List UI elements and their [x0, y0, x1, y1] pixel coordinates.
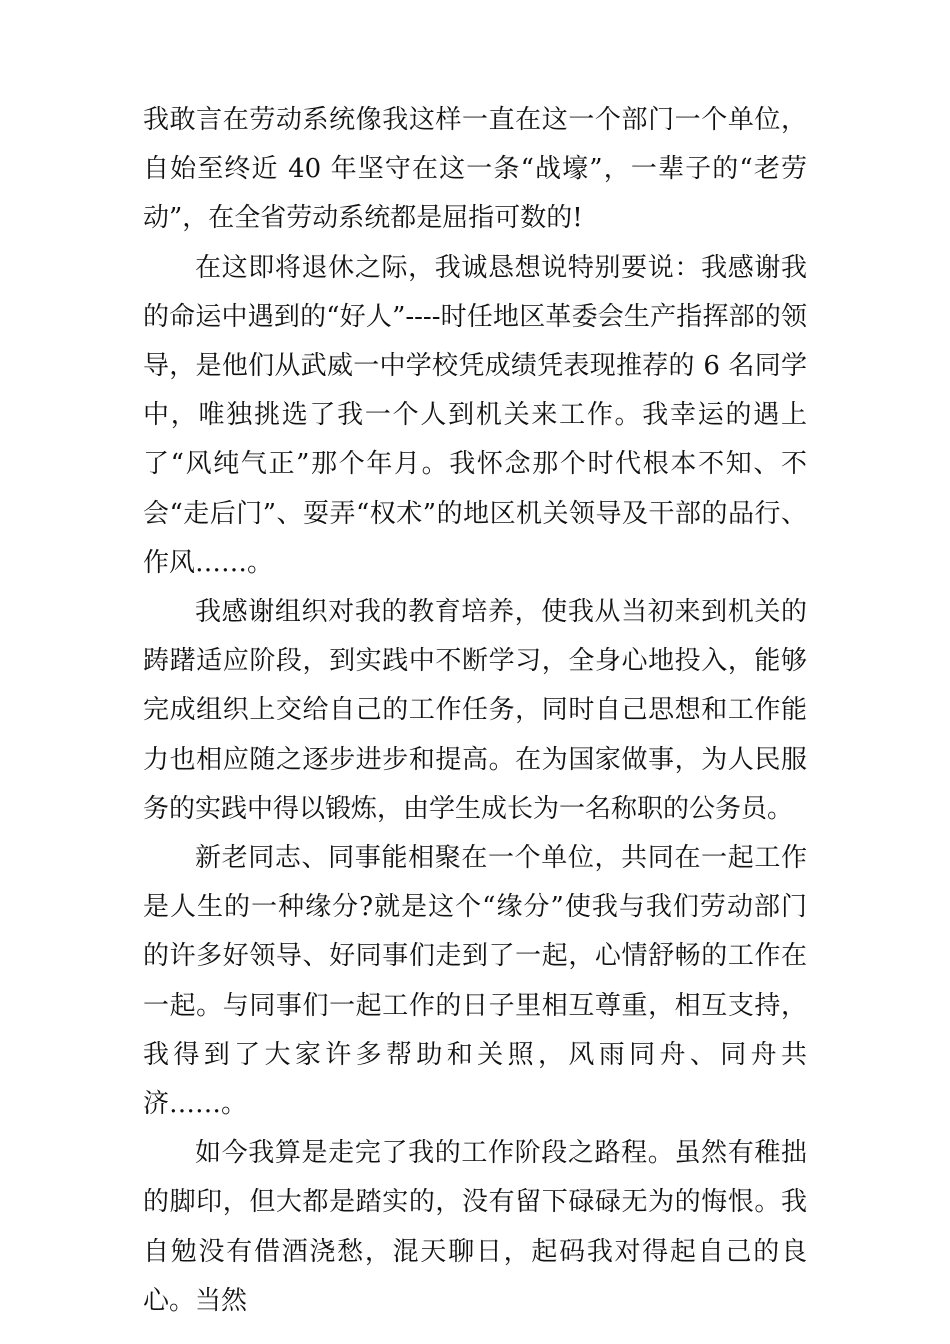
paragraph-2: 在这即将退休之际，我诚恳想说特别要说：我感谢我的命运中遇到的“好人”----时任地区革委会生产指挥部的领导，是他们从武威一中学校凭成绩凭表现推荐的 6 名同学中，唯独挑选了我一个人到机关来工作。我幸运的遇上了“风纯气正”那个年月。我怀念那个时代根本不知、不会“走后门”、耍弄“权术”的地区机关领导及干部的品行、作风……。 — [143, 252, 807, 578]
paragraph-4: 新老同志、同事能相聚在一个单位，共同在一起工作是人生的一种缘分?就是这个“缘分”使我与我们劳动部门的许多好领导、好同事们走到了一起，心情舒畅的工作在一起。与同事们一起工作的日子里相互尊重，相互支持，我得到了大家许多帮助和关照，风雨同舟、同舟共济……。 — [143, 843, 807, 1120]
paragraph-1: 我敢言在劳动系统像我这样一直在这一个部门一个单位，自始至终近 40 年坚守在这一条“战壕”，一辈子的“老劳动”，在全省劳动系统都是屈指可数的! — [143, 105, 807, 234]
paragraph-5: 如今我算是走完了我的工作阶段之路程。虽然有稚拙的脚印，但大都是踏实的，没有留下碌碌无为的悔恨。我自勉没有借酒浇愁，混天聊日，起码我对得起自己的良心。当然 — [143, 1138, 807, 1316]
document-body — [143, 96, 807, 1326]
paragraph-3: 我感谢组织对我的教育培养，使我从当初来到机关的踌躇适应阶段，到实践中不断学习，全身心地投入，能够完成组织上交给自己的工作任务，同时自己思想和工作能力也相应随之逐步进步和提高。在为国家做事，为人民服务的实践中得以锻炼，由学生成长为一名称职的公务员。 — [143, 597, 807, 824]
